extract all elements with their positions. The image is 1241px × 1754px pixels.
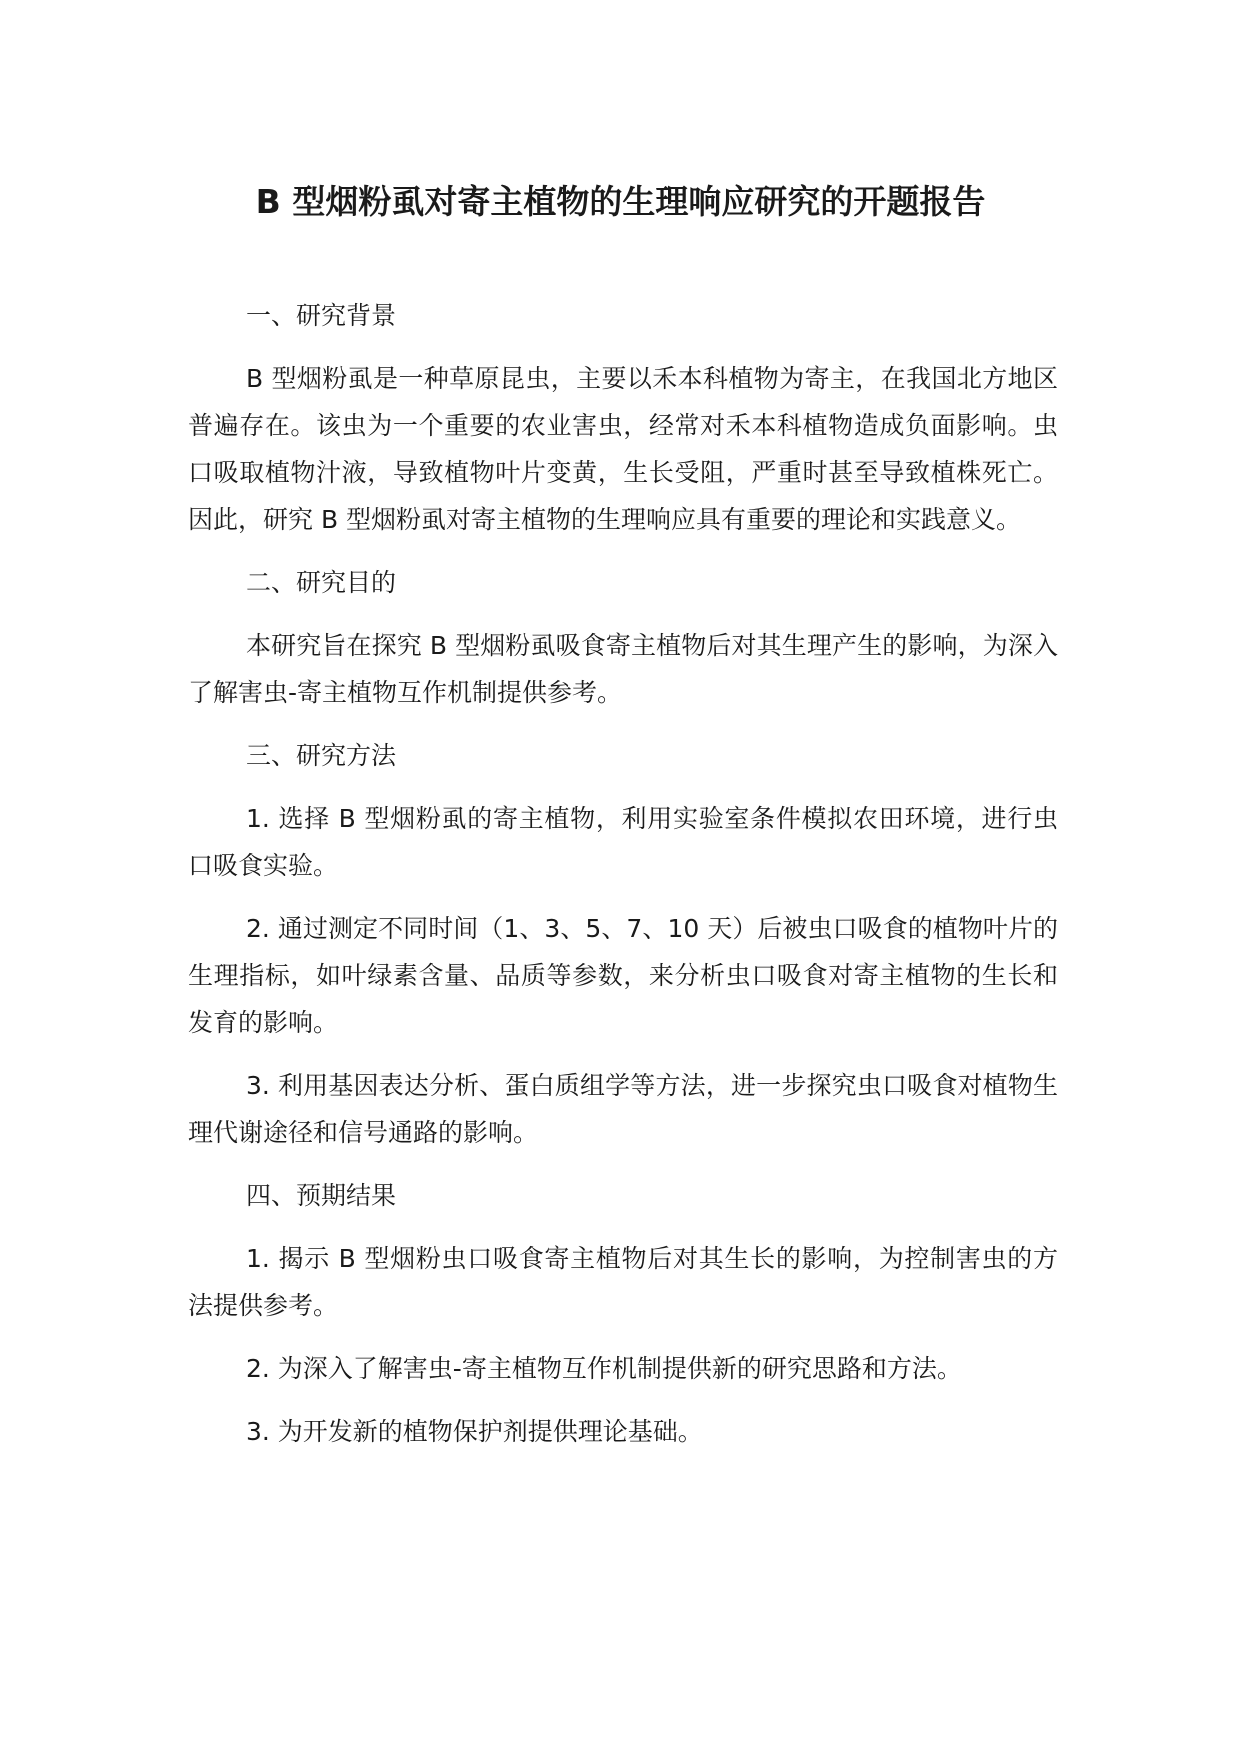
- section-heading-background: 一、研究背景: [246, 301, 397, 330]
- document-body: [188, 292, 1058, 1455]
- section-heading-methods: 三、研究方法: [246, 741, 397, 770]
- section-heading-expected-results: 四、预期结果: [246, 1181, 397, 1210]
- section-heading-purpose: 二、研究目的: [246, 568, 397, 597]
- paragraph-purpose: 本研究旨在探究 B 型烟粉虱吸食寄主植物后对其生理产生的影响，为深入了解害虫-寄主植物互作机制提供参考。: [188, 631, 1058, 707]
- paragraph-method-2: 2. 通过测定不同时间（1、3、5、7、10 天）后被虫口吸食的植物叶片的生理指标，如叶绿素含量、品质等参数，来分析虫口吸食对寄主植物的生长和发育的影响。: [188, 914, 1058, 1037]
- paragraph-result-1: 1. 揭示 B 型烟粉虫口吸食寄主植物后对其生长的影响，为控制害虫的方法提供参考。: [188, 1244, 1058, 1320]
- document-title: B 型烟粉虱对寄主植物的生理响应研究的开题报告: [255, 182, 986, 221]
- paragraph-result-2: 2. 为深入了解害虫-寄主植物互作机制提供新的研究思路和方法。: [246, 1354, 962, 1383]
- paragraph-method-3: 3. 利用基因表达分析、蛋白质组学等方法，进一步探究虫口吸食对植物生理代谢途径和信号通路的影响。: [188, 1071, 1058, 1147]
- paragraph-result-3: 3. 为开发新的植物保护剂提供理论基础。: [246, 1417, 703, 1446]
- paragraph-method-1: 1. 选择 B 型烟粉虱的寄主植物，利用实验室条件模拟农田环境，进行虫口吸食实验。: [188, 804, 1058, 880]
- paragraph-background: B 型烟粉虱是一种草原昆虫，主要以禾本科植物为寄主，在我国北方地区普遍存在。该虫为一个重要的农业害虫，经常对禾本科植物造成负面影响。虫口吸取植物汁液，导致植物叶片变黄，生长受阻，严重时甚至导致植株死亡。因此，研究 B 型烟粉虱对寄主植物的生理响应具有重要的理论和实践意义。: [188, 364, 1058, 534]
